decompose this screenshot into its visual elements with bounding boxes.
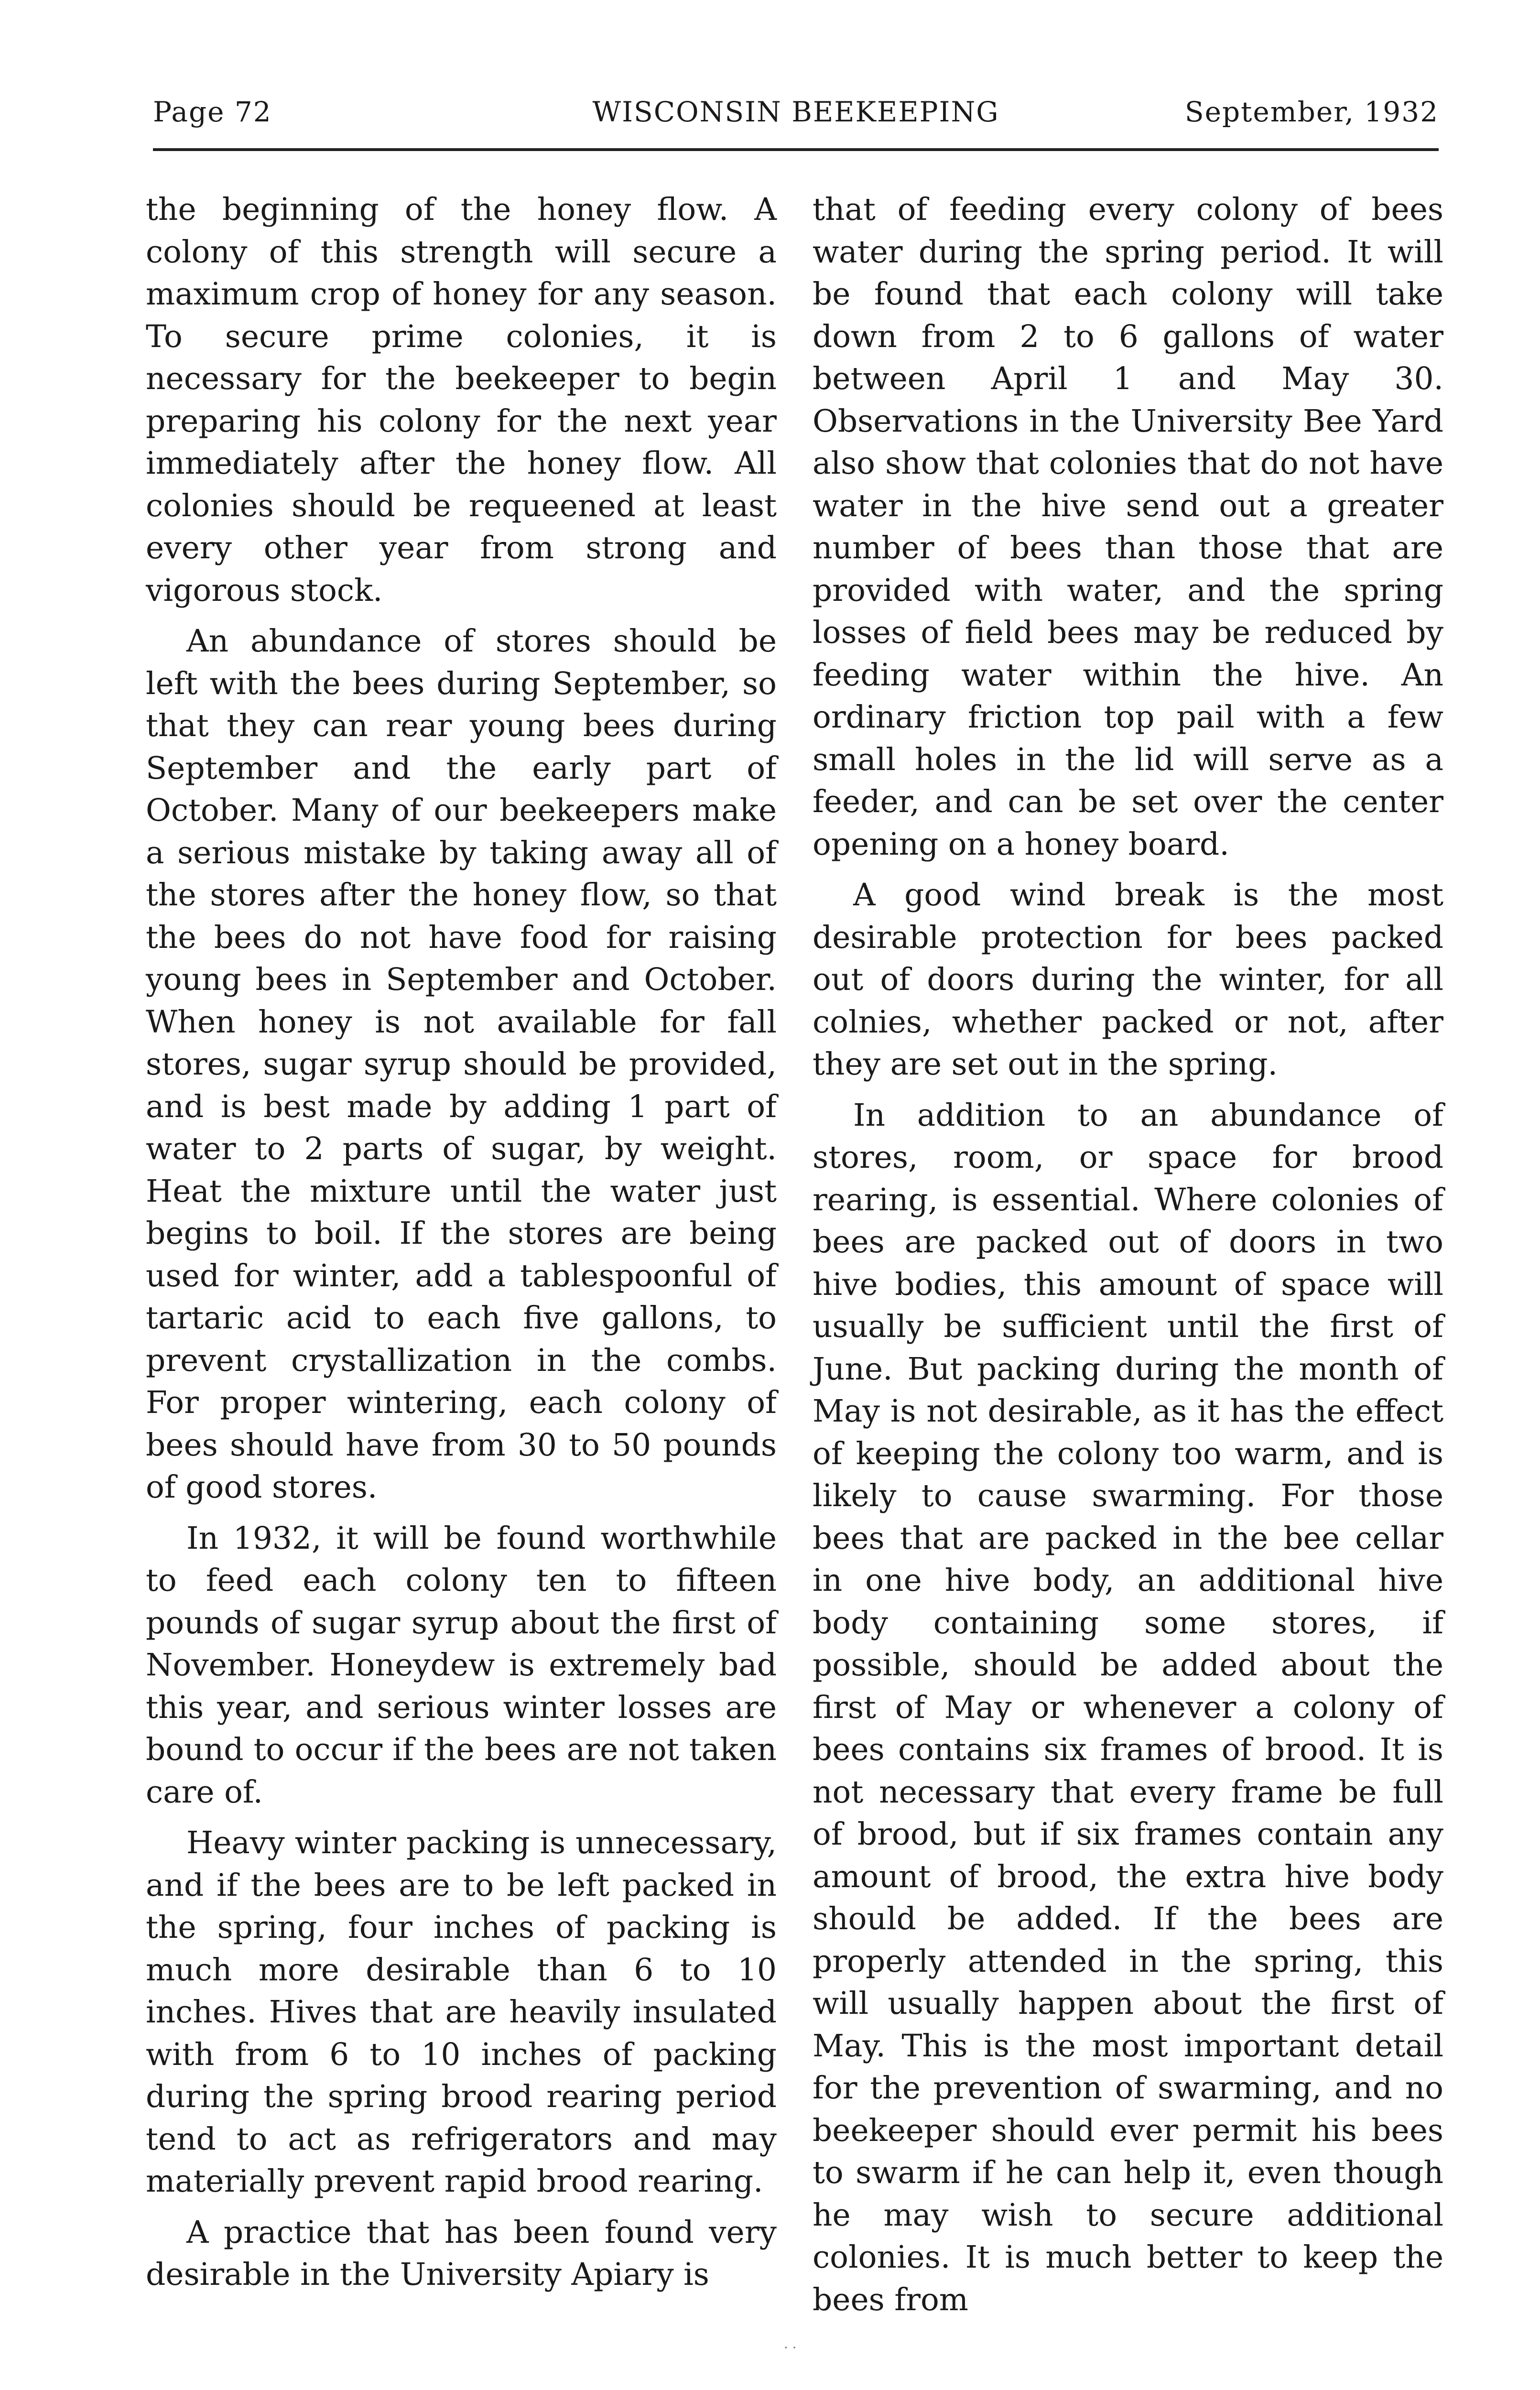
issue-date: September, 1932 [1184, 96, 1439, 128]
paragraph: Heavy winter packing is unnecessary, and if the bees are to be left packed in the spring, four inches of packing is much more desirable than 6 to 10 inches. Hives that are heavily insulated with from 6 to 10 inches of packing during the spring brood rearing period tend to act as refrigerators and may materially prevent rapid brood rearing. [146, 1825, 777, 2199]
paragraph: An abundance of stores should be left with the bees during September, so that they can rear young bees during September and the early part of October. Many of our beekeepers make a serious mistake by taking away all of the stores after the honey flow, so that the bees do not have food for raising young bees in September and October. When honey is not available for fall stores, sugar syrup should be provided, and is best made by adding 1 part of water to 2 parts of sugar, by weight. Heat the mixture until the water just begins to boil. If the stores are being used for winter, add a tablespoonful of tartaric acid to each five gallons, to prevent crystallization in the combs. For proper wintering, each colony of bees should have from 30 to 50 pounds of good stores. [146, 623, 777, 1505]
scan-specks: · · [784, 2340, 797, 2356]
journal-title: WISCONSIN BEEKEEPING [592, 96, 999, 128]
right-column [813, 189, 1443, 2330]
paragraph: that of feeding every colony of bees water during the spring period. It will be found that each colony will take down from 2 to 6 gallons of water between April 1 and May 30. Observations in the University Bee Yard also show that colonies that do not have water in the hive send out a greater number of bees than those that are provided with water, and the spring losses of field bees may be reduced by feeding water within the hive. An ordinary friction top pail with a few small holes in the lid will serve as a feeder, and can be set over the center opening on a honey board. [813, 192, 1443, 862]
paragraph: In 1932, it will be found worthwhile to feed each colony ten to fifteen pounds of sugar syrup about the first of November. Honeydew is extremely bad this year, and serious winter losses are bound to occur if the bees are not taken care of. [146, 1520, 777, 1810]
paragraph: A good wind break is the most desirable protection for bees packed out of doors during the winter, for all colnies, whether packed or not, after they are set out in the spring. [813, 877, 1443, 1082]
paragraph: In addition to an abundance of stores, room, or space for brood rearing, is essential. Where colonies of bees are packed out of doors in two hive bodies, this amount of space will usually be sufficient until the first of June. But packing during the month of May is not desirable, as it has the effect of keeping the colony too warm, and is likely to cause swarming. For those bees that are packed in the bee cellar in one hive body, an additional hive body containing some stores, if possible, should be added about the first of May or whenever a colony of bees contains six frames of brood. It is not necessary that every frame be full of brood, but if six frames contain any amount of brood, the extra hive body should be added. If the bees are properly attended in the spring, this will usually happen about the first of May. This is the most important detail for the prevention of swarming, and no beekeeper should ever permit his bees to swarm if he can help it, even though he may wish to secure additional colonies. It is much better to keep the bees from [813, 1097, 1443, 2318]
paragraph: the beginning of the honey flow. A colony of this strength will secure a maximum crop of honey for any season. To secure prime colonies, it is necessary for the beekeeper to begin preparing his colony for the next year immediately after the honey flow. All colonies should be requeened at least every other year from strong and vigorous stock. [146, 192, 777, 608]
paragraph: A practice that has been found very desirable in the University Apiary is [146, 2214, 777, 2292]
running-header [153, 96, 1439, 151]
page-number: Page 72 [153, 96, 272, 128]
left-column [146, 189, 777, 2305]
